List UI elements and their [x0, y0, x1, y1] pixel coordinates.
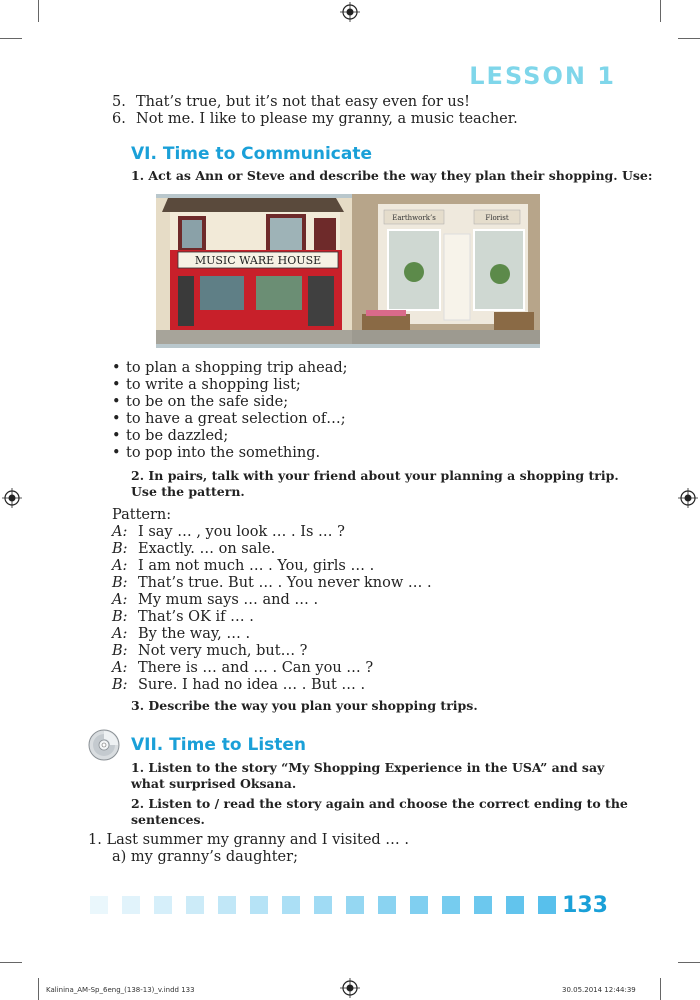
dialog-line — [112, 677, 432, 694]
list-item: • to be on the safe side; — [112, 394, 348, 411]
crop-mark-top-right-h — [678, 38, 700, 39]
speaker: A: — [112, 660, 128, 676]
dialog-text: Sure. I had no idea … . But … . — [138, 677, 366, 693]
dialog-line — [112, 541, 432, 558]
section-7-task-1 — [131, 760, 604, 792]
dialog-line — [112, 524, 432, 541]
crop-mark-bottom-left-h — [0, 962, 22, 963]
dialog-text: I am not much … . You, girls … . — [138, 558, 375, 574]
band-square — [186, 896, 204, 914]
line-text: Not me. I like to please my granny, a music teacher. — [136, 111, 518, 127]
question-1-option-a: a) my granny’s daughter; — [112, 849, 298, 865]
crop-mark-bottom-right-h — [678, 962, 700, 963]
band-square — [442, 896, 460, 914]
dialog-text: By the way, … . — [138, 626, 251, 642]
line-text: That’s true, but it’s not that easy even for us! — [136, 94, 470, 110]
dialog-line — [112, 609, 432, 626]
band-square — [410, 896, 428, 914]
line-number: 6. — [112, 111, 126, 127]
task-line: sentences. — [131, 812, 205, 827]
dialog-line — [112, 626, 432, 643]
list-item: • to write a shopping list; — [112, 377, 348, 394]
dialog-text: Not very much, but… ? — [138, 643, 308, 659]
registration-mark-icon — [340, 978, 360, 998]
crop-mark-bottom-right — [660, 978, 661, 1000]
list-item: • to be dazzled; — [112, 428, 348, 445]
section-7-task-2 — [131, 796, 628, 828]
band-square — [506, 896, 524, 914]
page-number: 133 — [562, 893, 608, 918]
task-line: what surprised Oksana. — [131, 776, 297, 791]
list-item: • to have a great selection of…; — [112, 411, 348, 428]
section-6-task-3: 3. Describe the way you plan your shopping trips. — [131, 698, 478, 713]
speaker: A: — [112, 558, 128, 574]
dialog-text: That’s true. But … . You never know … . — [138, 575, 432, 591]
registration-mark-icon — [2, 488, 22, 508]
band-square — [218, 896, 236, 914]
shop-sign-earthworks: Earthwork’s — [392, 214, 436, 222]
task-line: Use the pattern. — [131, 484, 245, 499]
section-6-title: VI. Time to Communicate — [131, 144, 372, 164]
band-square — [250, 896, 268, 914]
dialog-line — [112, 575, 432, 592]
band-square — [314, 896, 332, 914]
task-line: 1. Listen to the story “My Shopping Experience in the USA” and say — [131, 760, 605, 775]
pattern-label: Pattern: — [112, 507, 172, 523]
band-square — [378, 896, 396, 914]
footer-date: 30.05.2014 12:44:39 — [562, 986, 636, 994]
dialog-text: Exactly. … on sale. — [138, 541, 276, 557]
shopfront-photo — [156, 194, 540, 348]
crop-mark-top-right — [660, 0, 661, 22]
section-6-task-2 — [131, 468, 619, 500]
crop-mark-bottom-left — [38, 978, 39, 1000]
dialog-text: My mum says … and … . — [138, 592, 319, 608]
crop-mark-top-left-h — [0, 38, 22, 39]
speaker: B: — [112, 541, 128, 557]
section-6-task-1: 1. Act as Ann or Steve and describe the way they plan their shopping. Use: — [131, 168, 653, 183]
question-1: 1. Last summer my granny and I visited … . — [88, 832, 410, 848]
dialog-text: There is … and … . Can you … ? — [138, 660, 374, 676]
shop-sign-music: MUSIC WARE HOUSE — [194, 254, 322, 267]
section-7-title: VII. Time to Listen — [131, 735, 307, 755]
dialog-text: That’s OK if … . — [138, 609, 254, 625]
band-square — [154, 896, 172, 914]
line-number: 5. — [112, 94, 126, 110]
speaker: A: — [112, 626, 128, 642]
speaker: B: — [112, 643, 128, 659]
dialog-line — [112, 643, 432, 660]
list-item: • to pop into the something. — [112, 445, 348, 462]
dialog-text: I say … , you look … . Is … ? — [138, 524, 345, 540]
dialog-line — [112, 558, 432, 575]
dialog-pattern — [112, 524, 432, 694]
list-item: • to plan a shopping trip ahead; — [112, 360, 348, 377]
crop-mark-top-left — [38, 0, 39, 22]
dialog-line — [112, 592, 432, 609]
speaker: A: — [112, 592, 128, 608]
registration-mark-icon — [340, 2, 360, 22]
band-square — [474, 896, 492, 914]
band-square — [122, 896, 140, 914]
shop-sign-florist: Florist — [485, 214, 509, 222]
speaker: B: — [112, 575, 128, 591]
band-square — [90, 896, 108, 914]
speaker: B: — [112, 609, 128, 625]
band-square — [282, 896, 300, 914]
footer-file-info: Kalinina_AM-Sp_6eng_(138-13)_v.indd 133 — [46, 986, 195, 994]
speaker: A: — [112, 524, 128, 540]
dialog-line — [112, 660, 432, 677]
phrase-list — [112, 360, 348, 462]
cd-disc-icon — [88, 729, 120, 761]
lesson-header: LESSON 1 — [469, 62, 616, 90]
top-line-5 — [112, 94, 470, 111]
task-line: 2. In pairs, talk with your friend about your planning a shopping trip. — [131, 468, 619, 483]
task-line: 2. Listen to / read the story again and choose the correct ending to the — [131, 796, 628, 811]
speaker: B: — [112, 677, 128, 693]
band-square — [538, 896, 556, 914]
band-square — [346, 896, 364, 914]
top-line-6 — [112, 111, 518, 128]
registration-mark-icon — [678, 488, 698, 508]
